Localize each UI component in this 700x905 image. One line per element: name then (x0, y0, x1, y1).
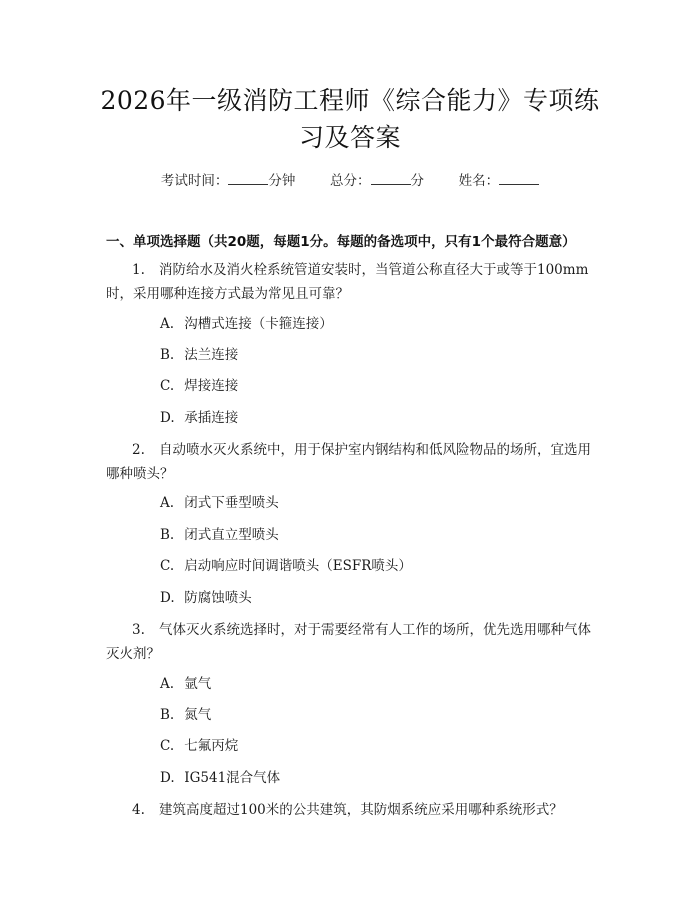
question-3 (106, 618, 598, 666)
option-letter: D. (160, 410, 175, 426)
question-3-option-c (160, 737, 238, 755)
question-1-option-c (160, 377, 238, 395)
option-letter: A. (160, 495, 175, 511)
document-title-line2: 习及答案 (298, 123, 401, 152)
option-text: 氮气 (184, 707, 212, 723)
option-text: 承插连接 (184, 410, 239, 426)
question-number: 2. (132, 442, 145, 458)
option-text: 闭式下垂型喷头 (184, 495, 279, 511)
document-title-line1: 2026年一级消防工程师《综合能力》专项练 (100, 86, 600, 115)
option-letter: B. (160, 527, 175, 543)
score-unit: 分 (410, 173, 424, 189)
exam-meta (0, 169, 700, 189)
question-number: 4. (132, 802, 145, 818)
score-label: 总分： (330, 173, 371, 189)
time-label: 考试时间： (160, 173, 229, 189)
question-text: 建筑高度超过100米的公共建筑，其防烟系统应采用哪种系统形式？ (159, 802, 563, 818)
option-letter: B. (160, 707, 175, 723)
option-text: 七氟丙烷 (184, 738, 239, 754)
question-2-option-c (160, 557, 412, 575)
option-text: IG541混合气体 (184, 770, 281, 786)
option-text: 氩气 (184, 676, 212, 692)
option-text: 法兰连接 (184, 347, 239, 363)
option-letter: A. (160, 316, 175, 332)
question-text: 气体灭火系统选择时，对于需要经常有人工作的场所，优先选用哪种气体灭火剂？ (106, 622, 591, 662)
option-text: 启动响应时间调谐喷头（ESFR喷头） (184, 558, 412, 574)
option-text: 闭式直立型喷头 (184, 527, 279, 543)
question-3-option-b (160, 706, 211, 724)
option-text: 防腐蚀喷头 (184, 590, 252, 606)
time-blank (228, 172, 268, 185)
question-number: 3. (132, 622, 145, 638)
question-1 (106, 258, 598, 306)
option-letter: C. (160, 738, 175, 754)
score-blank (371, 172, 411, 185)
name-label: 姓名： (458, 173, 500, 189)
question-3-option-a (160, 675, 211, 693)
time-unit: 分钟 (268, 173, 296, 189)
option-letter: C. (160, 558, 175, 574)
question-2-option-a (160, 494, 279, 512)
option-text: 焊接连接 (184, 378, 239, 394)
option-letter: B. (160, 347, 175, 363)
option-letter: C. (160, 378, 175, 394)
question-text: 自动喷水灭火系统中，用于保护室内钢结构和低风险物品的场所，宜选用哪种喷头？ (106, 442, 591, 482)
name-blank (499, 172, 539, 185)
section-heading: 一、单项选择题（共20题，每题1分。每题的备选项中，只有1个最符合题意） (106, 234, 576, 250)
option-letter: D. (160, 590, 175, 606)
question-2-option-d (160, 589, 252, 607)
question-2-option-b (160, 526, 279, 544)
question-2 (106, 438, 598, 486)
question-1-option-b (160, 346, 238, 364)
question-4 (106, 798, 598, 822)
option-letter: D. (160, 770, 175, 786)
option-text: 沟槽式连接（卡箍连接） (184, 316, 333, 332)
question-number: 1. (132, 262, 145, 278)
question-3-option-d (160, 769, 280, 787)
question-text: 消防给水及消火栓系统管道安装时，当管道公称直径大于或等于100mm时，采用哪种连接方式最为常见且可靠？ (106, 262, 589, 302)
option-letter: A. (160, 676, 175, 692)
question-1-option-a (160, 315, 333, 333)
question-1-option-d (160, 409, 238, 427)
